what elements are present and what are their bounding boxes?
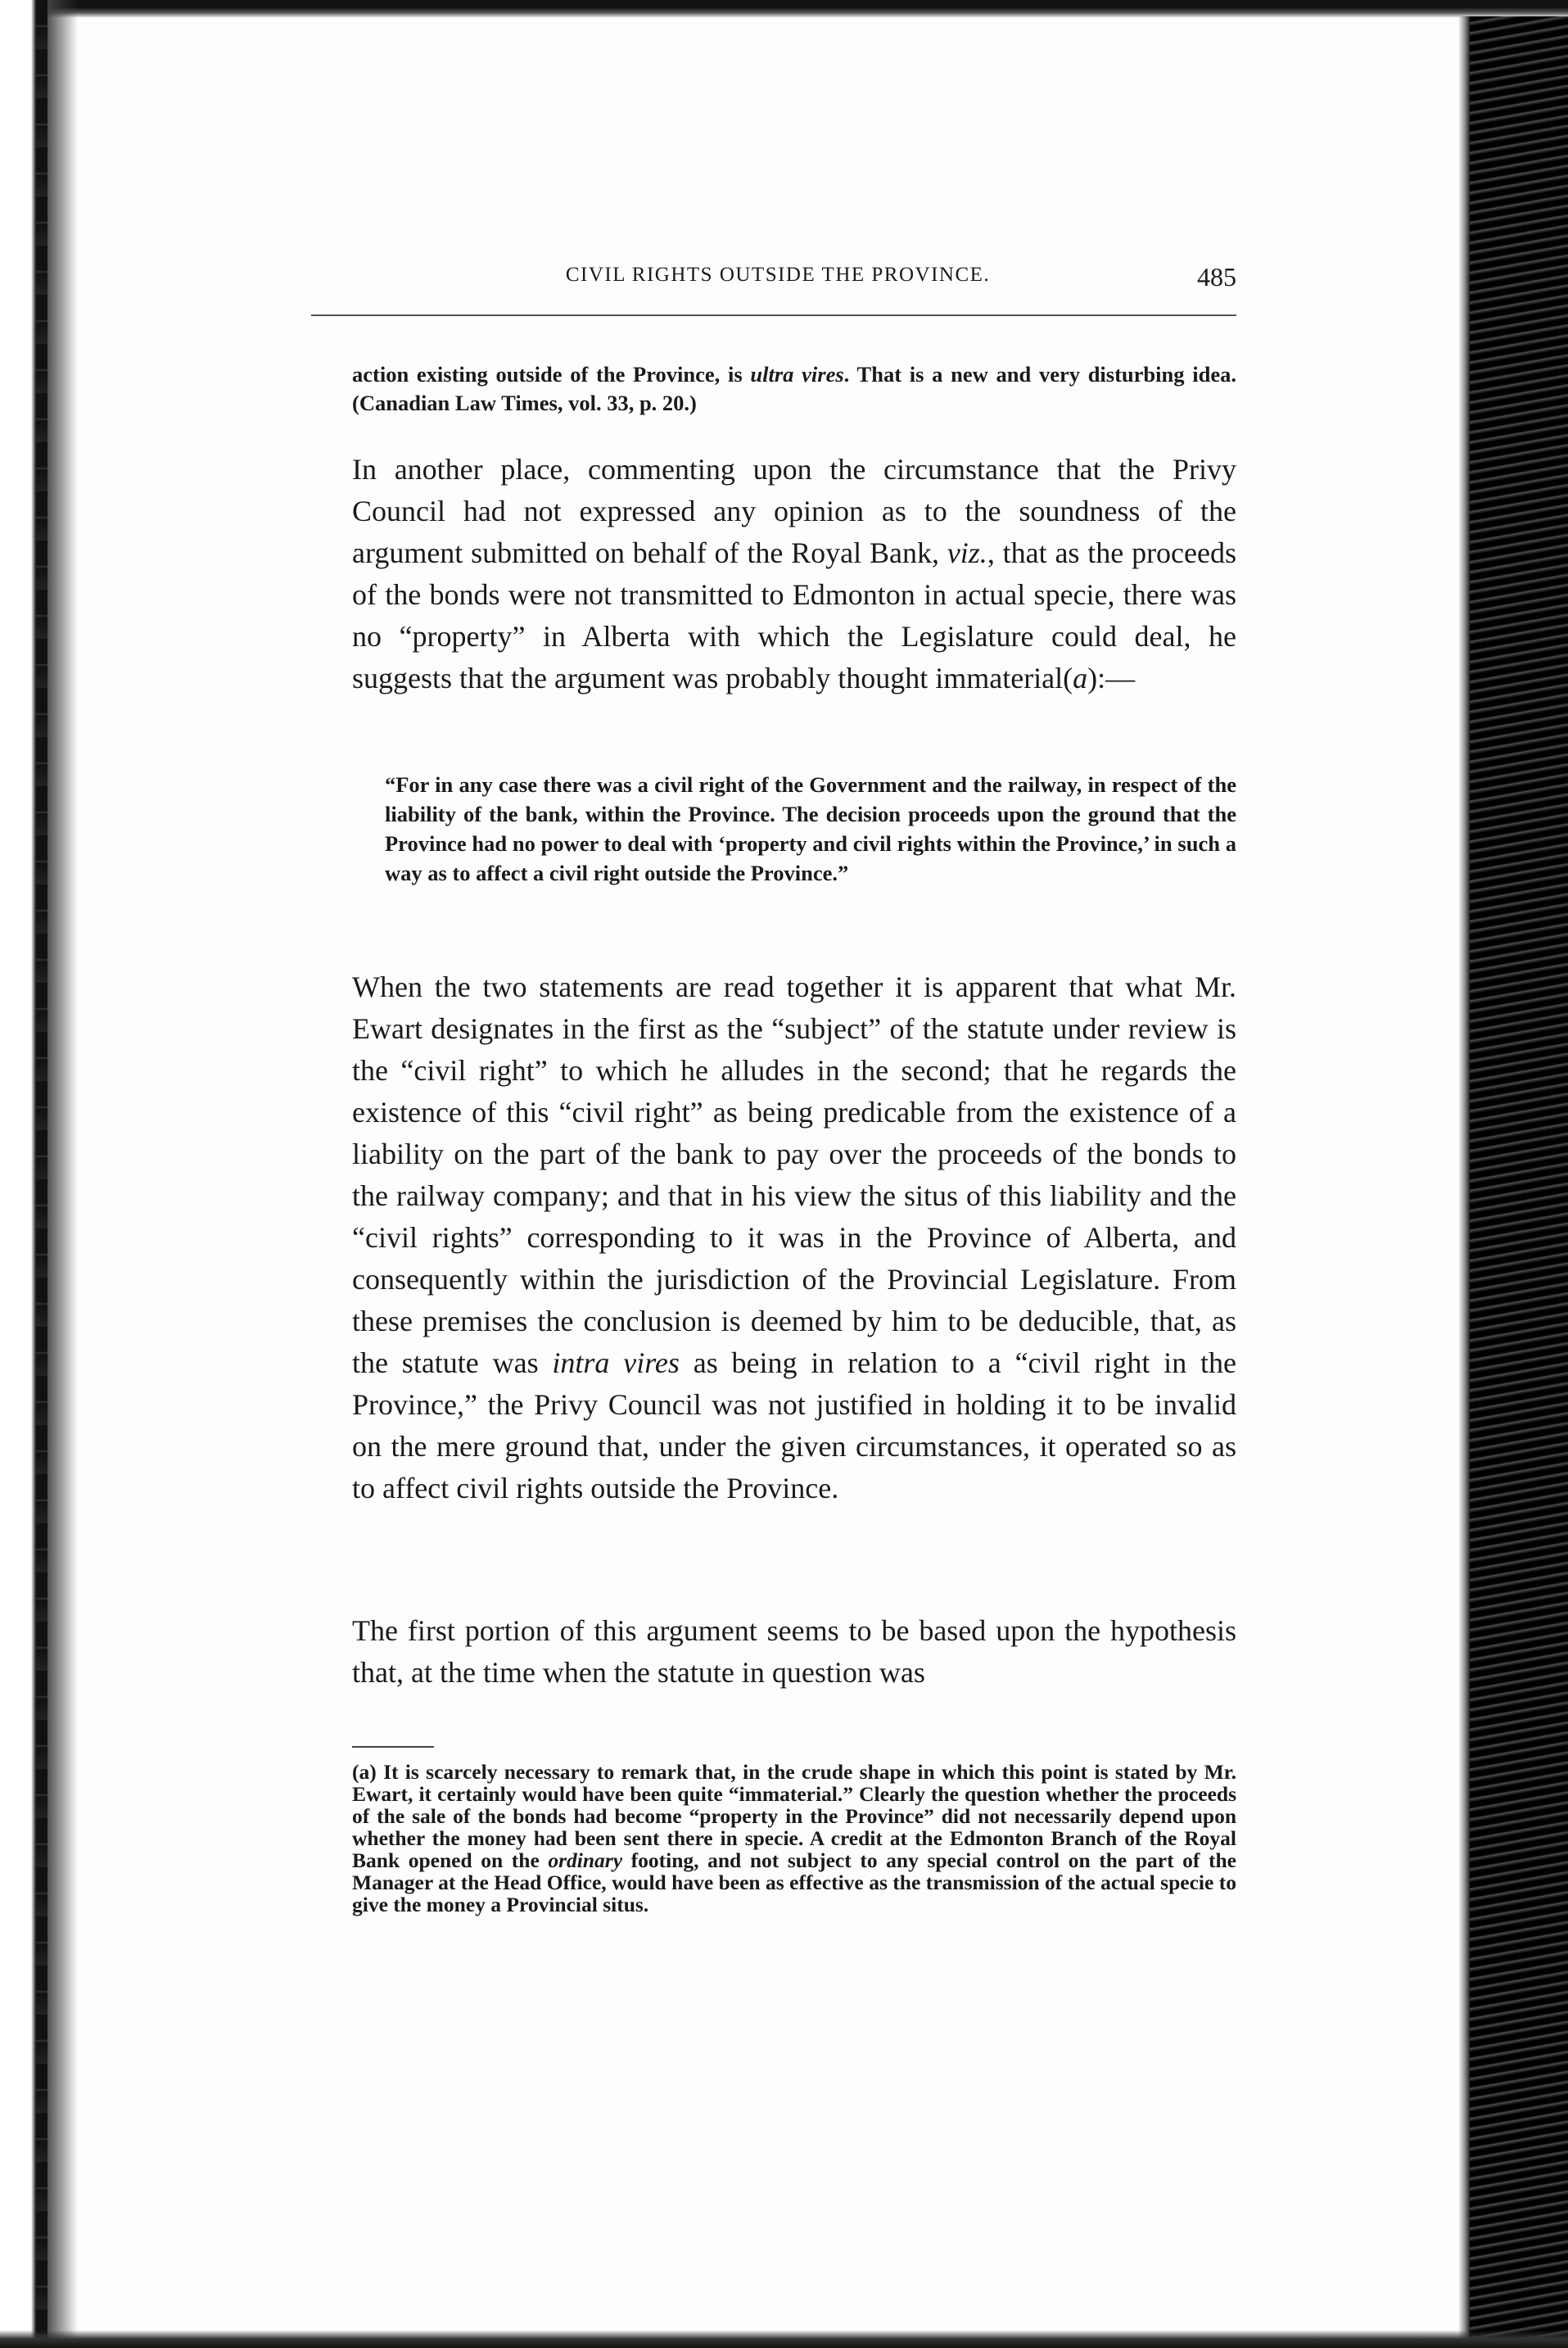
running-head-title: CIVIL RIGHTS OUTSIDE THE PROVINCE. xyxy=(565,264,991,286)
paragraph-1 xyxy=(352,449,1236,699)
footnote-marker: (a) xyxy=(352,1760,377,1784)
paragraph-2-text-2: as being in relation to a “civil right in the Province,” the Privy Council was not justified in holding it to be invalid on the mere ground that, under the given circumstances, it operated so as to affect civil rights outside the Province. xyxy=(352,1346,1236,1504)
scan-spine-left xyxy=(36,0,47,2348)
scan-shadow-right xyxy=(1458,16,1470,2348)
page-number: 485 xyxy=(1197,262,1236,292)
scan-edge-right xyxy=(1470,16,1568,2348)
paragraph-1-italic-2: a xyxy=(1073,662,1088,694)
block-quote-text: “For in any case there was a civil right of the Government and the railway, in respect of the liability of the bank, within the Province. The decision proceeds upon the ground that the Province had no power to deal with ‘property and civil rights within the Province,’ in such a way as to affect a civil right outside the Province.” xyxy=(385,772,1236,885)
paragraph-1-text-2: , that as the proceeds of the bonds were not transmitted to Edmonton in actual specie, there was no “property” in Alberta with which the Legislature could deal, he suggests that the argument was probably thought immaterial( xyxy=(352,536,1236,694)
footnote-text-2: footing, and not subject to any special control on the part of the Manager at the Head Office, would have been as effective as the transmission of the actual specie to give the money a Provincial situs. xyxy=(352,1848,1236,1916)
quote-continuation-text-1: action existing outside of the Province, is xyxy=(352,362,751,387)
footnote-text-1: It is scarcely necessary to remark that, in the crude shape in which this point is stated by Mr. Ewart, it certainly would have been quite “immaterial.” Clearly the question whether the proceeds of the sale of the bonds had become “property in the Province” did not necessarily depend upon whether the money had been sent there in specie. A credit at the Edmonton Branch of the Royal Bank opened on the xyxy=(352,1760,1236,1872)
header-rule xyxy=(311,314,1236,316)
scan-edge-top xyxy=(0,0,1568,18)
quote-continuation-text-2: . That is a new and very disturbing idea. (Canadian Law Times, vol. 33, p. 20.) xyxy=(352,362,1236,415)
paragraph-1-italic-1: viz. xyxy=(947,536,987,569)
quote-continuation-italic: ultra vires xyxy=(750,362,844,387)
paragraph-3-text: The first portion of this argument seems to be based upon the hypothesis that, at the time when the statute in question was xyxy=(352,1614,1236,1689)
paragraph-2-text-1: When the two statements are read together it is apparent that what Mr. Ewart designates in the first as the “subject” of the statute under review is the “civil right” to which he alludes in the second; that he regards the existence of this “civil right” as being predicable from the existence of a liability on the part of the bank to pay over the proceeds of the bonds to the railway company; and that in his view the situs of this liability and the “civil rights” corresponding to it was in the Province of Alberta, and consequently within the jurisdiction of the Provincial Legislature. From these premises the conclusion is deemed by him to be deducible, that, as the statute was xyxy=(352,970,1236,1379)
footnote-rule xyxy=(352,1746,434,1748)
paragraph-1-text-3: ):— xyxy=(1087,662,1136,694)
block-quote xyxy=(385,770,1236,888)
quote-continuation xyxy=(352,360,1236,418)
paragraph-2 xyxy=(352,966,1236,1509)
paragraph-3 xyxy=(352,1610,1236,1694)
footnote-italic: ordinary xyxy=(548,1848,623,1872)
paragraph-2-italic: intra vires xyxy=(552,1346,680,1379)
footnote xyxy=(352,1761,1236,1916)
scan-edge-bottom xyxy=(0,2330,1568,2348)
running-head xyxy=(319,264,1236,296)
paragraph-1-text-1: In another place, commenting upon the circumstance that the Privy Council had not expressed any opinion as to the soundness of the argument submitted on behalf of the Royal Bank, xyxy=(352,453,1236,569)
